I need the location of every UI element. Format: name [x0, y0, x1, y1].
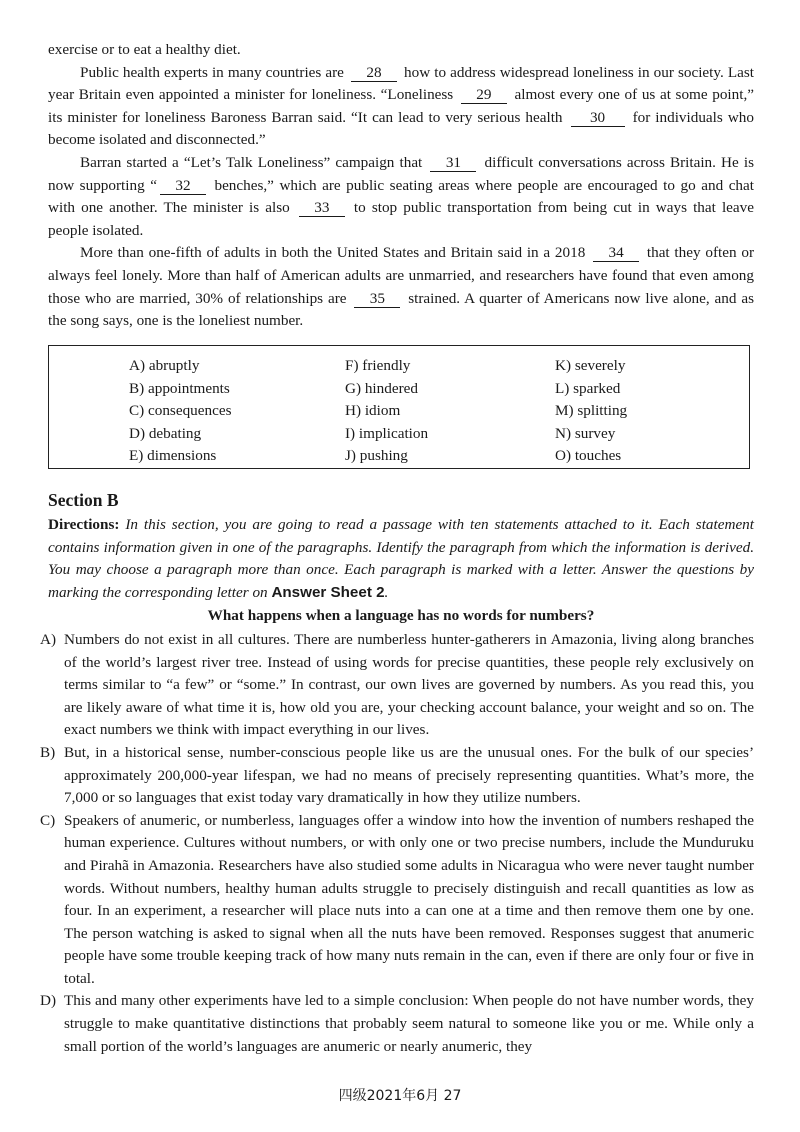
- word-option[interactable]: D) debating: [129, 424, 202, 442]
- word-option[interactable]: E) dimensions: [129, 447, 217, 465]
- word-option[interactable]: H) idiom: [345, 402, 401, 420]
- word-option[interactable]: B) appointments: [129, 379, 230, 397]
- blank-34[interactable]: 34: [593, 245, 639, 262]
- word-option[interactable]: L) sparked: [555, 379, 621, 397]
- word-option[interactable]: I) implication: [345, 424, 429, 442]
- blank-32[interactable]: 32: [160, 178, 206, 195]
- paragraph-text: This and many other experiments have led to a simple conclusion: When people do not have number words, they struggle to make quantitative distinctions that probably seem natural to someone like you or me. While only a small portion of the world’s languages are anumeric or nearly anumeric, they: [64, 992, 754, 1055]
- section-title: Section B: [48, 490, 119, 510]
- answer-sheet-ref: Answer Sheet 2: [271, 583, 385, 601]
- paragraph-letter: A): [40, 630, 57, 648]
- word-option[interactable]: F) friendly: [345, 357, 411, 374]
- paragraph-b: [40, 742, 754, 810]
- paragraph-text: Numbers do not exist in all cultures. There are numberless hunter-gatherers in Amazonia, living along branches of the world’s largest river tree. Instead of using words for precise quantities, these people rely exclusively on terms similar to “a few” or “some.” In contrast, our own lives are governed by numbers. As you read this, you are likely aware of what time it is, how old you are, your checking account balance, your weight and so on. The exact numbers we think with impact everything in our lives.: [64, 630, 754, 739]
- word-option[interactable]: A) abruptly: [129, 357, 200, 374]
- blank-28[interactable]: 28: [351, 65, 397, 82]
- paragraph-text: Speakers of anumeric, or numberless, languages offer a window into how the invention of numbers reshaped the human experience. Cultures without numbers, or with only one or two precise numbers, include the Munduruku and Pirahã in Amazonia. Researchers have also studied some adults in Nicaragua who were never taught number words. Without numbers, healthy human adults struggle to precisely distinguish and recall quantities as low as four. In an experiment, a researcher will place nuts into a can one at a time and then remove them one by one. The person watching is asked to signal when all the nuts have been removed. Responses suggest that anumeric people have some trouble keeping track of how many nuts remain in the can, even if there are only four or five in total.: [64, 811, 754, 987]
- word-option[interactable]: J) pushing: [345, 447, 408, 465]
- word-option[interactable]: G) hindered: [345, 379, 418, 397]
- word-option[interactable]: C) consequences: [129, 402, 232, 420]
- paragraph-3: More than one-fifth of adults in both the United States and Britain said in a 2018 34 that they often or always feel lonely. More than half of American adults are unmarried, and researchers have found that even among those who are married, 30% of relationships are 35 strained. A quarter of Americans now live alone, and as the song says, one is the loneliest number.: [48, 244, 754, 330]
- paragraph-text: But, in a historical sense, number-conscious people like us are the unusual ones. For the bulk of our species’ approximately 200,000-year lifespan, we had no means of precisely representing quantities. What’s more, the 7,000 or so languages that exist today vary dramatically in how they utilize numbers.: [64, 743, 754, 807]
- blank-35[interactable]: 35: [354, 291, 400, 308]
- word-option[interactable]: O) touches: [555, 447, 622, 465]
- word-bank-column-3: [555, 355, 627, 468]
- word-bank-column-1: [129, 355, 231, 468]
- blank-33[interactable]: 33: [299, 200, 345, 217]
- blank-30[interactable]: 30: [571, 110, 625, 127]
- paragraph-letter: C): [40, 811, 56, 829]
- directions-label: Directions:: [48, 516, 120, 533]
- passage-title: What happens when a language has no words for numbers?: [207, 607, 595, 625]
- paragraph-a: [40, 629, 754, 742]
- word-option[interactable]: N) survey: [555, 424, 616, 442]
- directions: Directions: In this section, you are going to read a passage with ten statements attached to it. Each statement contains information given in one of the paragraphs. Identify the paragraph from which the information is derived. You may choose a paragraph more than once. Each paragraph is marked with a letter. Answer the questions by marking the corresponding letter on Answer Sheet 2.: [48, 516, 754, 601]
- paragraph-1: Public health experts in many countries are 28 how to address widespread loneliness in our society. Last year Britain even appointed a minister for loneliness. “Loneliness 29 almost every one of us at some point,” its minister for loneliness Baroness Barran said. “It can lead to very serious health 30 for individuals who become isolated and disconnected.”: [48, 63, 754, 149]
- passage-continuation: exercise or to eat a healthy diet.: [48, 41, 241, 58]
- word-option[interactable]: M) splitting: [555, 402, 628, 420]
- blank-31[interactable]: 31: [430, 155, 476, 172]
- passage-a: [48, 0, 754, 333]
- paragraph-letter: D): [40, 992, 57, 1010]
- word-option[interactable]: K) severely: [555, 357, 626, 374]
- word-bank-column-2: [345, 355, 428, 468]
- paragraph-2: Barran started a “Let’s Talk Loneliness” campaign that 31 difficult conversations across Britain. He is now supporting “ 32 benches,” which are public seating areas where people are encouraged to go and chat with one another. The minister is also 33 to stop public transportation from being cut in ways that leave people isolated.: [48, 153, 755, 239]
- paragraph-letter: B): [40, 743, 56, 761]
- directions-text: In this section, you are going to read a passage with ten statements attached to it. Each statement contains information given in one of the paragraphs. Identify the paragraph from which the information is derived. You may choose a paragraph more than once. Each paragraph is marked with a letter. Answer the questions by marking the corresponding letter on: [48, 516, 754, 601]
- page-footer: 四级2021年6月 27: [338, 1088, 462, 1104]
- word-bank: [48, 345, 750, 469]
- section-b: [40, 488, 754, 1058]
- paragraph-d: [40, 990, 754, 1058]
- blank-29[interactable]: 29: [461, 87, 507, 104]
- paragraph-c: [40, 810, 754, 991]
